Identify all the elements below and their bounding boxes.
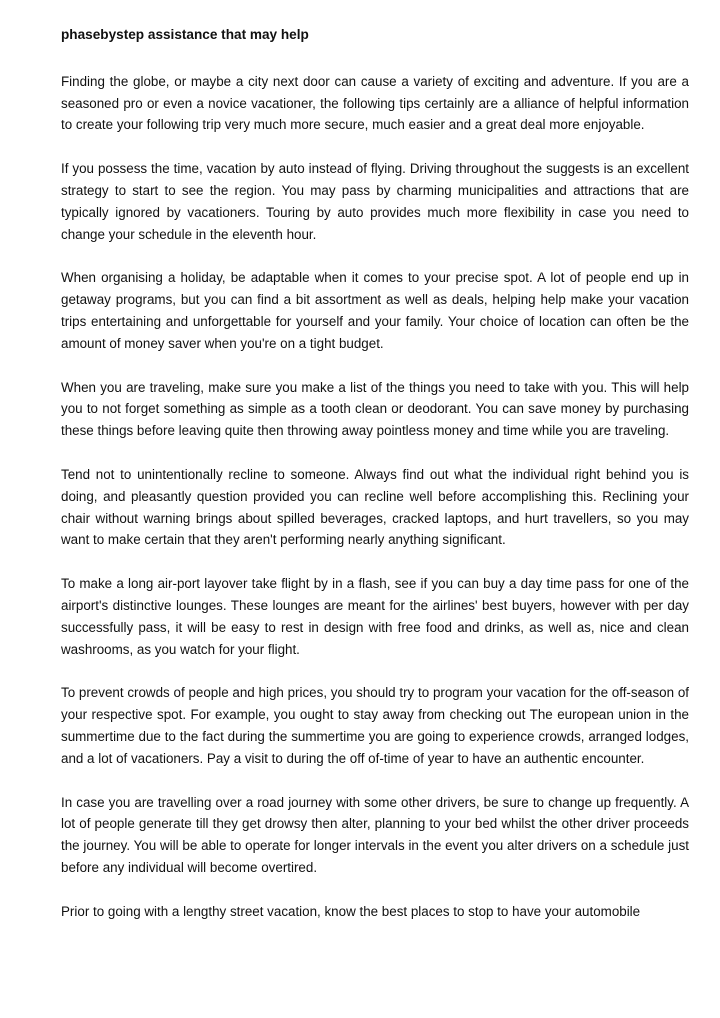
paragraph: Finding the globe, or maybe a city next door can cause a variety of exciting and adventure. If you are a seasoned pro or even a novice vacationer, the following tips certainly are a alliance of helpful information to create your following trip very much more secure, much easier and a great deal more enjoyable. (61, 73, 689, 133)
paragraph: Tend not to unintentionally recline to someone. Always find out what the individual right behind you is doing, and pleasantly question provided you can recline well before accomplishing this. Reclining your chair without warning brings about spilled beverages, cracked laptops, and hurt travellers, so you may want to make certain that they aren't performing nearly anything significant. (61, 466, 689, 548)
paragraph: To make a long air-port layover take flight by in a flash, see if you can buy a day time pass for one of the airport's distinctive lounges. These lounges are meant for the airlines' best buyers, however with per day successfully pass, it will be easy to rest in design with free food and drinks, as well as, nice and clean washrooms, as you watch for your flight. (61, 576, 689, 657)
paragraph: When organising a holiday, be adaptable when it comes to your precise spot. A lot of people end up in getaway programs, but you can find a bit assortment as well as deals, helping help make your vacation trips entertaining and unforgettable for yourself and your family. Your choice of location can often be the amount of money saver when you're on a tight budget. (61, 270, 689, 351)
paragraph: If you possess the time, vacation by auto instead of flying. Driving throughout the suggests is an excellent strategy to start to see the region. You may pass by charming municipalities and attractions that are typically ignored by vacationers. Touring by auto provides much more flexibility in case you need to change your schedule in the eleventh hour. (61, 161, 689, 242)
paragraph: To prevent crowds of people and high prices, you should try to program your vacation for the off-season of your respective spot. For example, you ought to stay away from checking out The european union in the summertime due to the fact during the summertime you are going to experience crowds, arranged lodges, and a lot of vacationers. Pay a visit to during the off of-time of year to have an authentic encounter. (61, 685, 689, 766)
document-page (61, 24, 689, 945)
paragraph: In case you are travelling over a road journey with some other drivers, be sure to change up frequently. A lot of people generate till they get drowsy then alter, planning to your bed whilst the other driver proceeds the journey. You will be able to operate for longer intervals in the event you alter drivers on a schedule just before any individual will become overtired. (61, 794, 689, 875)
paragraph: When you are traveling, make sure you make a list of the things you need to take with you. This will help you to not forget something as simple as a tooth clean or deodorant. You can save money by purchasing these things before leaving quite then throwing away pointless money and time while you are traveling. (61, 379, 689, 439)
document-title: phasebystep assistance that may help (61, 27, 309, 42)
paragraph: Prior to going with a lengthy street vacation, know the best places to stop to have your automobile (61, 903, 641, 919)
